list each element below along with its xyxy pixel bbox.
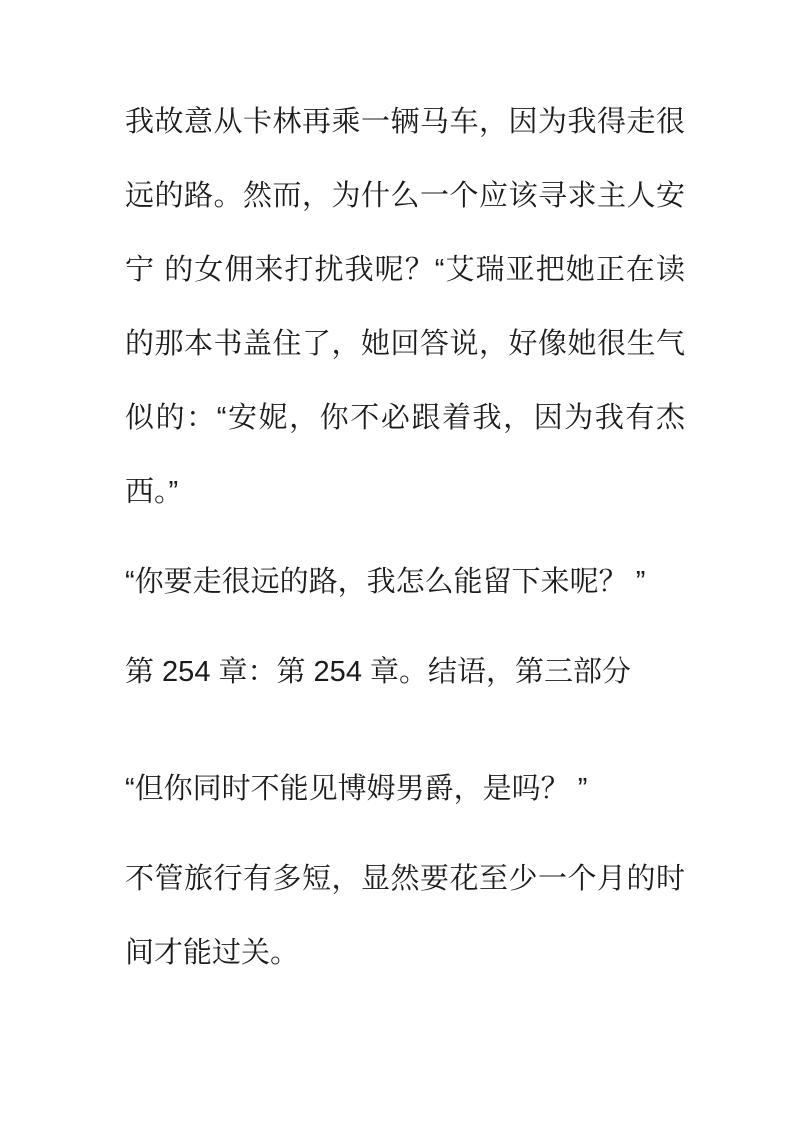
paragraph-dialogue-1: “你要走很远的路，我怎么能留下来呢？ ” [125, 566, 646, 598]
paragraph-dialogue-2: “但你同时不能见博姆男爵，是吗？ ” [125, 773, 588, 805]
paragraph-chapter-heading: 第 254 章：第 254 章。结语，第三部分 [125, 656, 631, 688]
paragraph-narrative-2: 不管旅行有多短，显然要花至少一个月的时间才能过关。 [125, 863, 685, 969]
paragraph-narrative-1: 我故意从卡林再乘一辆马车，因为我得走很远的路。然而，为什么一个应该寻求主人安宁 的女佣来打扰我呢？“艾瑞亚把她正在读的那本书盖住了，她回答说，好像她很生气似的：“安妮，你不必跟着我，因为我有杰西。” [125, 106, 685, 508]
